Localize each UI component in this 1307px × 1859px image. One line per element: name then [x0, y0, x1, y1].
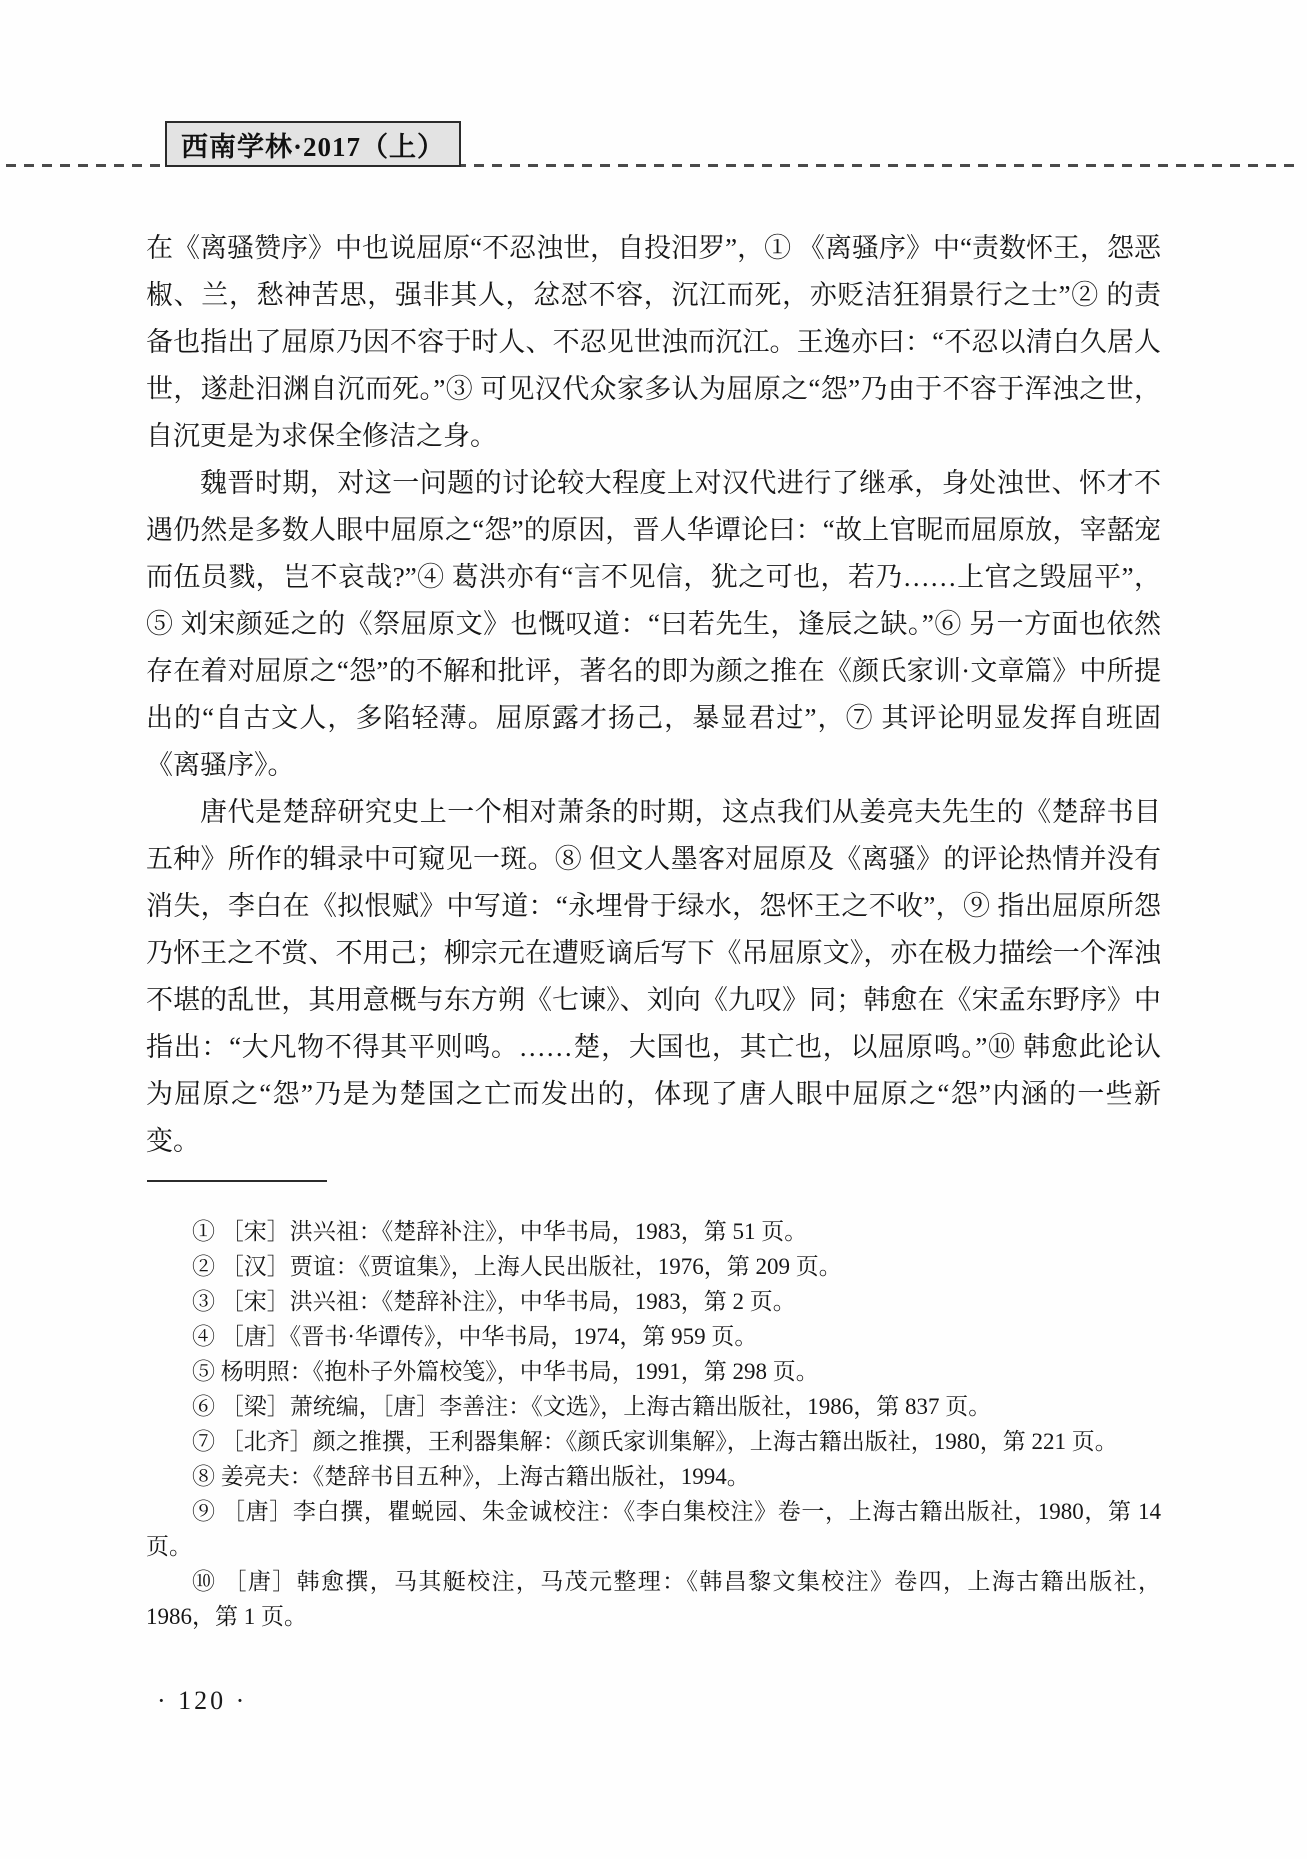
body-paragraph-3: 唐代是楚辞研究史上一个相对萧条的时期，这点我们从姜亮夫先生的《楚辞书目五种》所作的辑录中可窥见一斑。⑧ 但文人墨客对屈原及《离骚》的评论热情并没有消失，李白在《拟恨赋》中写道：“永埋骨于绿水，怨怀王之不收”，⑨ 指出屈原所怨乃怀王之不赏、不用己；柳宗元在遭贬谪后写下《吊屈原文》，亦在极力描绘一个浑浊不堪的乱世，其用意概与东方朔《七谏》、刘向《九叹》同；韩愈在《宋孟东野序》中指出：“大凡物不得其平则鸣。……楚，大国也，其亡也，以屈原鸣。”⑩ 韩愈此论认为屈原之“怨”乃是为楚国之亡而发出的，体现了唐人眼中屈原之“怨”内涵的一些新变。: [146, 797, 1161, 1156]
footnote-item: ① ［宋］洪兴祖：《楚辞补注》，中华书局，1983，第 51 页。: [192, 1219, 808, 1244]
page-number: · 120 ·: [157, 1686, 248, 1715]
footnote-item: ⑤ 杨明照：《抱朴子外篇校笺》，中华书局，1991，第 298 页。: [192, 1359, 819, 1384]
journal-title: 西南学林·2017（上）: [181, 131, 446, 162]
footnotes-section: [146, 1214, 1161, 1634]
body-paragraph-1: 在《离骚赞序》中也说屈原“不忍浊世，自投汨罗”，① 《离骚序》中“责数怀王，怨恶椒、兰，愁神苦思，强非其人，忿怼不容，沉江而死，亦贬洁狂狷景行之士”② 的责备也指出了屈原乃因不容于时人、不忍见世浊而沉江。王逸亦曰：“不忍以清白久居人世，遂赴汨渊自沉而死。”③ 可见汉代众家多认为屈原之“怨”乃由于不容于浑浊之世，自沉更是为求保全修洁之身。: [146, 233, 1161, 451]
article-body: [146, 225, 1161, 1165]
footnote-item: ③ ［宋］洪兴祖：《楚辞补注》，中华书局，1983，第 2 页。: [192, 1289, 796, 1314]
footnote-item: ⑩ ［唐］韩愈撰，马其艇校注，马茂元整理：《韩昌黎文集校注》卷四，上海古籍出版社，1986，第 1 页。: [146, 1569, 1161, 1629]
footnote-item: ⑧ 姜亮夫：《楚辞书目五种》，上海古籍出版社，1994。: [192, 1464, 750, 1489]
footnote-item: ⑦ ［北齐］颜之推撰，王利器集解：《颜氏家训集解》，上海古籍出版社，1980，第 221 页。: [192, 1429, 1118, 1454]
footnote-item: ⑥ ［梁］萧统编，［唐］李善注：《文选》，上海古籍出版社，1986，第 837 页。: [192, 1394, 992, 1419]
footnote-item: ⑨ ［唐］李白撰，瞿蜕园、朱金诚校注：《李白集校注》卷一，上海古籍出版社，1980，第 14 页。: [146, 1499, 1161, 1559]
journal-header-badge: [165, 121, 461, 167]
footnote-item: ② ［汉］贾谊：《贾谊集》，上海人民出版社，1976，第 209 页。: [192, 1254, 842, 1279]
footnote-separator-rule: [147, 1180, 327, 1182]
body-paragraph-2: 魏晋时期，对这一问题的讨论较大程度上对汉代进行了继承，身处浊世、怀才不遇仍然是多数人眼中屈原之“怨”的原因，晋人华谭论曰：“故上官昵而屈原放，宰嚭宠而伍员戮，岂不哀哉?”④ 葛洪亦有“言不见信，犹之可也，若乃……上官之毁屈平”，⑤ 刘宋颜延之的《祭屈原文》也慨叹道：“曰若先生，逢辰之缺。”⑥ 另一方面也依然存在着对屈原之“怨”的不解和批评，著名的即为颜之推在《颜氏家训·文章篇》中所提出的“自古文人，多陷轻薄。屈原露才扬己，暴显君过”，⑦ 其评论明显发挥自班固《离骚序》。: [146, 468, 1161, 780]
footnote-item: ④ ［唐］《晋书·华谭传》，中华书局，1974，第 959 页。: [192, 1324, 758, 1349]
